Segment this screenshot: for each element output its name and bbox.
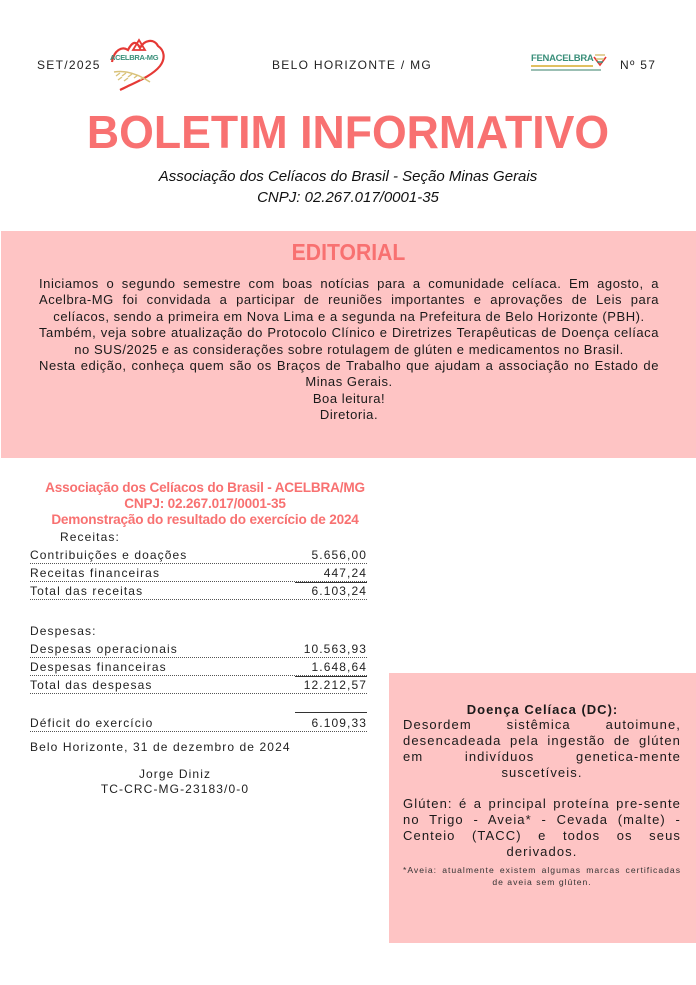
celiac-info-box [389, 673, 696, 943]
row-value: 12.212,57 [303, 678, 367, 692]
editorial-section [1, 231, 696, 458]
table-row [30, 546, 367, 564]
oat-footnote: *Aveia: atualmente existem algumas marcas certificadas de aveia sem glúten. [403, 865, 681, 887]
header [0, 0, 696, 100]
financial-cnpj: CNPJ: 02.267.017/0001-35 [124, 496, 286, 511]
editorial-body [39, 276, 659, 424]
page-title: BOLETIM INFORMATIVO [86, 106, 610, 158]
row-value: 6.103,24 [311, 584, 367, 598]
dc-definition: Desordem sistêmica autoimune, desencadeada pela ingestão de glúten em indivíduos genetica-mente suscetíveis. [403, 717, 681, 780]
financial-title: Demonstração do resultado do exercício de 2024 [51, 512, 359, 527]
expense-table [30, 640, 367, 694]
row-value: 10.563,93 [303, 642, 367, 656]
revenue-table [30, 546, 367, 600]
row-value: 447,24 [323, 566, 367, 580]
fenacelbra-logo [531, 53, 607, 75]
dc-title: Doença Celíaca (DC): [466, 702, 619, 717]
logo-stripe [531, 65, 593, 67]
financial-statement [30, 480, 380, 544]
editorial-paragraph: Iniciamos o segundo semestre com boas notícias para a comunidade celíaca. Em agosto, a Acelbra-MG foi convidada a participar de reuniões importantes e aprovações de Leis para celíacos, sendo a primeira em Nova Lima e a segunda na Prefeitura de Belo Horizonte (PBH). [39, 276, 659, 324]
logo-subtext-line [531, 69, 601, 71]
acelbra-logo-text: ACELBRA-MG [110, 53, 159, 62]
financial-org: Associação dos Celíacos do Brasil - ACELBRA/MG [45, 480, 365, 495]
issue-date: SET/2025 [37, 58, 101, 72]
table-row [30, 640, 367, 658]
row-label: Despesas operacionais [30, 642, 178, 656]
subtitle-org: Associação dos Celíacos do Brasil - Seção Minas Gerais [158, 168, 538, 185]
accountant-signature [0, 767, 350, 797]
editorial-title: EDITORIAL [291, 239, 406, 265]
subtitle [0, 166, 696, 208]
gluten-definition: Glúten: é a principal proteína pre-sente no Trigo - Aveia* - Cevada (malte) - Centeio (TACC) e todos os seus derivados. [403, 796, 681, 859]
row-value: 1.648,64 [311, 660, 367, 674]
expense-label: Despesas: [30, 624, 97, 638]
row-label: Contribuições e doações [30, 548, 188, 562]
table-row-total [30, 582, 367, 600]
accountant-registration: TC-CRC-MG-23183/0-0 [100, 782, 250, 796]
editorial-signature: Diretoria. [319, 407, 379, 423]
city-label: BELO HORIZONTE / MG [272, 58, 433, 72]
row-value: 5.656,00 [311, 548, 367, 562]
row-label: Total das receitas [30, 584, 144, 598]
statement-date: Belo Horizonte, 31 de dezembro de 2024 [30, 740, 291, 754]
table-row-deficit [30, 714, 367, 732]
table-row-total [30, 676, 367, 694]
acelbra-mg-logo [106, 36, 168, 92]
wheat-emblem-icon [593, 53, 607, 67]
row-value: 6.109,33 [311, 716, 367, 730]
financial-heading [30, 480, 380, 528]
acelbra-logo-icon [106, 36, 168, 92]
revenue-label: Receitas: [60, 530, 120, 544]
deficit-table [30, 714, 367, 732]
row-label: Total das despesas [30, 678, 153, 692]
issue-number: Nº 57 [620, 58, 657, 72]
fenacelbra-logo-text: FENACELBRA [531, 53, 594, 64]
accountant-name: Jorge Diniz [138, 767, 212, 781]
row-label: Despesas financeiras [30, 660, 167, 674]
sum-line [295, 712, 367, 713]
editorial-paragraph: Também, veja sobre atualização do Protocolo Clínico e Diretrizes Terapêuticas de Doença celíaca no SUS/2025 e as considerações sobre rotulagem de glúten e medicamentos no Brasil. [39, 325, 659, 357]
editorial-paragraph: Nesta edição, conheça quem são os Braços de Trabalho que ajudam a associação no Estado de Minas Gerais. [39, 358, 659, 390]
row-label: Déficit do exercício [30, 716, 154, 730]
table-row [30, 658, 367, 676]
table-row [30, 564, 367, 582]
editorial-greeting: Boa leitura! [312, 390, 386, 406]
row-label: Receitas financeiras [30, 566, 161, 580]
subtitle-cnpj: CNPJ: 02.267.017/0001-35 [257, 189, 439, 206]
